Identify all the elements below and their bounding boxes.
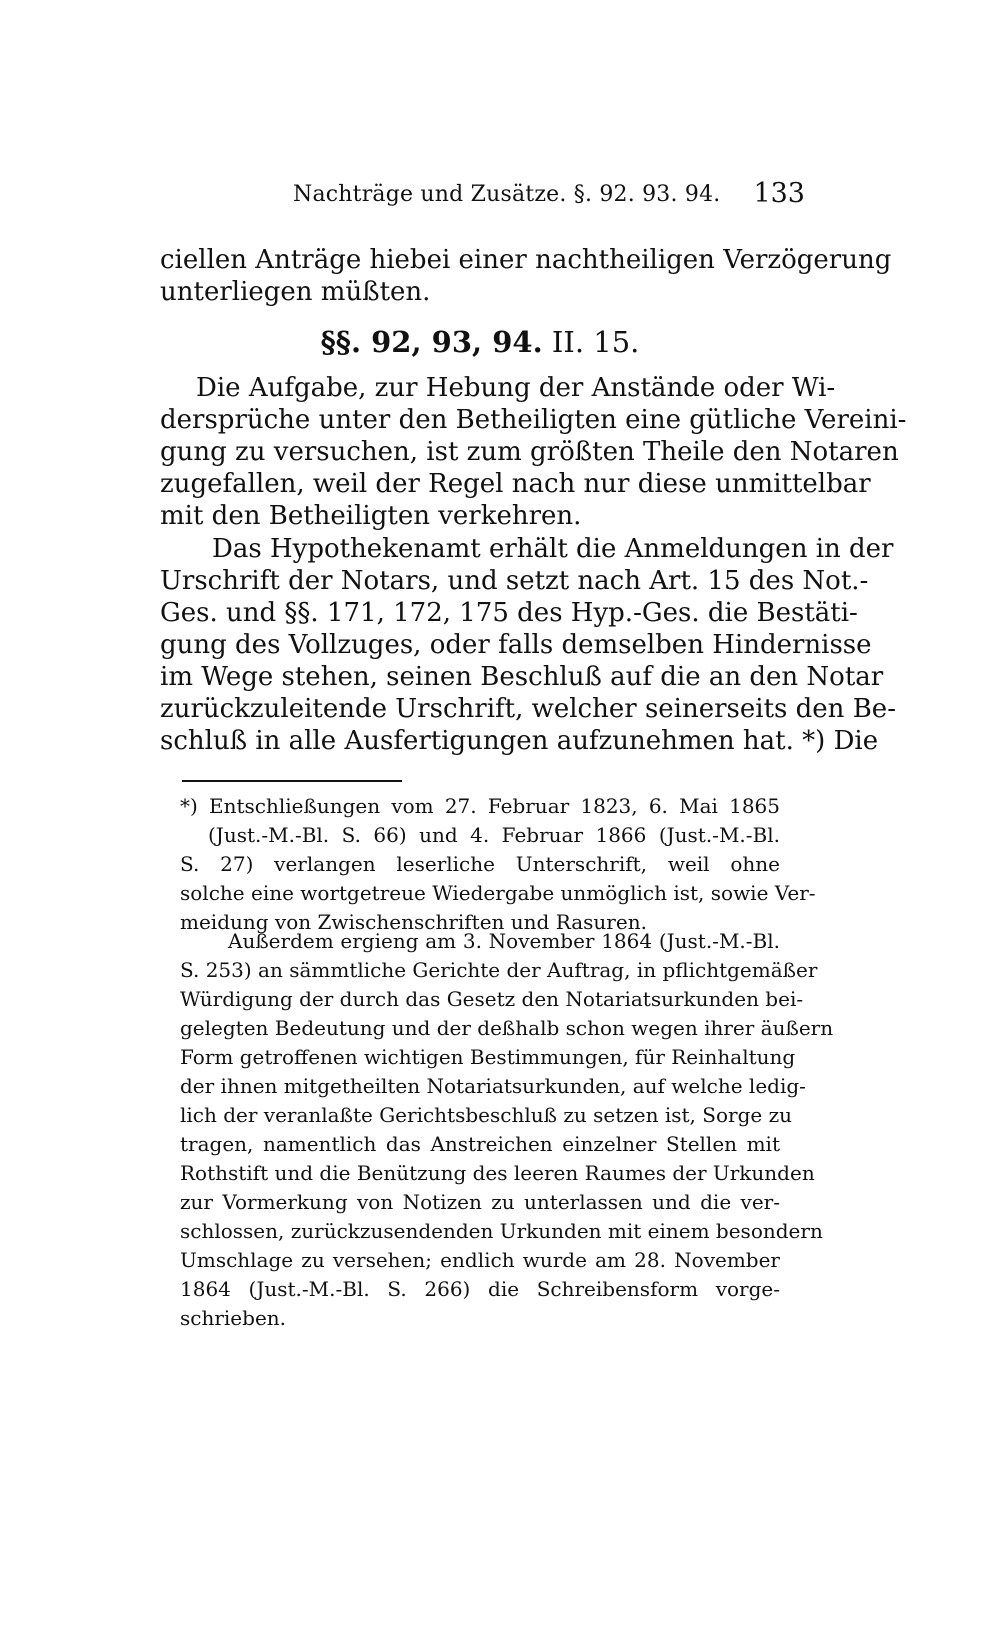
footnote-line: gelegten Bedeutung und der deßhalb schon wegen ihrer äußern: [180, 1016, 834, 1040]
text-line: zugefallen, weil der Regel nach nur diese unmittelbar: [160, 469, 871, 499]
section-heading-sub: II. 15.: [551, 325, 640, 359]
footnote-line: S. 253) an sämmtliche Gerichte der Auftrag, in pflichtgemäßer: [180, 958, 818, 982]
footnote-line: 1864 (Just.-M.-Bl. S. 266) die Schreibensform vorge-: [180, 1277, 780, 1301]
text-line: unterliegen müßten.: [160, 277, 431, 307]
footnote-line: Außerdem ergieng am 3. November 1864 (Just.-M.-Bl.: [228, 929, 780, 953]
footnote-line: zur Vormerkung von Notizen zu unterlassen und die ver-: [180, 1190, 780, 1214]
footnote-separator: [182, 780, 402, 782]
footnote-line: tragen, namentlich das Anstreichen einzelner Stellen mit: [180, 1132, 780, 1156]
text-line: gung des Vollzuges, oder falls demselben Hindernisse: [160, 630, 872, 660]
footnote-line: (Just.-M.-Bl. S. 66) und 4. Februar 1866 (Just.-M.-Bl.: [208, 823, 780, 847]
footnote-line: Rothstift und die Benützung des leeren Raumes der Urkunden: [180, 1161, 815, 1185]
text-line: Ges. und §§. 171, 172, 175 des Hyp.-Ges. die Bestäti-: [160, 598, 858, 628]
text-line: Urschrift der Notars, und setzt nach Art. 15 des Not.-: [160, 566, 869, 596]
text-line: mit den Betheiligten verkehren.: [160, 501, 582, 531]
footnote-line: *) Entschließungen vom 27. Februar 1823, 6. Mai 1865: [180, 794, 780, 818]
section-heading-main: §§. 92, 93, 94.: [320, 325, 543, 359]
text-line: Das Hypothekenamt erhält die Anmeldungen in der: [212, 534, 894, 564]
text-line: ciellen Anträge hiebei einer nachtheiligen Verzögerung: [160, 245, 892, 275]
page-number: 133: [753, 178, 805, 209]
continuation-text: [160, 244, 892, 308]
footnote-entschliessungen: [180, 792, 816, 937]
running-title: Nachträge und Zusätze. §. 92. 93. 94.: [293, 182, 721, 207]
footnote-line: S. 27) verlangen leserliche Unterschrift, weil ohne: [180, 852, 780, 876]
text-line: schluß in alle Ausfertigungen aufzunehmen hat. *) Die: [160, 726, 879, 756]
footnote-line: solche eine wortgetreue Wiedergabe unmöglich ist, sowie Ver-: [180, 881, 816, 905]
text-line: dersprüche unter den Betheiligten eine gütliche Vereini-: [160, 405, 907, 435]
footnote-line: meidung von Zwischenschriften und Rasuren.: [180, 910, 647, 934]
footnote-line: der ihnen mitgetheilten Notariatsurkunden, auf welche ledig-: [180, 1074, 806, 1098]
footnote-line: lich der veranlaßte Gerichtsbeschluß zu setzen ist, Sorge zu: [180, 1103, 792, 1127]
footnote-line: Umschlage zu versehen; endlich wurde am 28. November: [180, 1248, 780, 1272]
text-line: Die Aufgabe, zur Hebung der Anstände oder Wi-: [196, 373, 836, 403]
footnote-line: schrieben.: [180, 1306, 287, 1330]
paragraph-aufgabe: [160, 372, 907, 532]
text-line: im Wege stehen, seinen Beschluß auf die an den Notar: [160, 662, 884, 692]
footnote-ausserdem: [180, 927, 834, 1333]
footnote-line: schlossen, zurückzusendenden Urkunden mit einem besondern: [180, 1219, 823, 1243]
text-line: zurückzuleitende Urschrift, welcher seinerseits den Be-: [160, 694, 896, 724]
paragraph-hypothekenamt: [160, 533, 896, 757]
footnote-line: Würdigung der durch das Gesetz den Notariatsurkunden bei-: [180, 987, 804, 1011]
footnote-line: Form getroffenen wichtigen Bestimmungen, für Reinhaltung: [180, 1045, 796, 1069]
running-header: [165, 178, 805, 218]
section-heading: [160, 325, 800, 359]
text-line: gung zu versuchen, ist zum größten Theile den Notaren: [160, 437, 899, 467]
